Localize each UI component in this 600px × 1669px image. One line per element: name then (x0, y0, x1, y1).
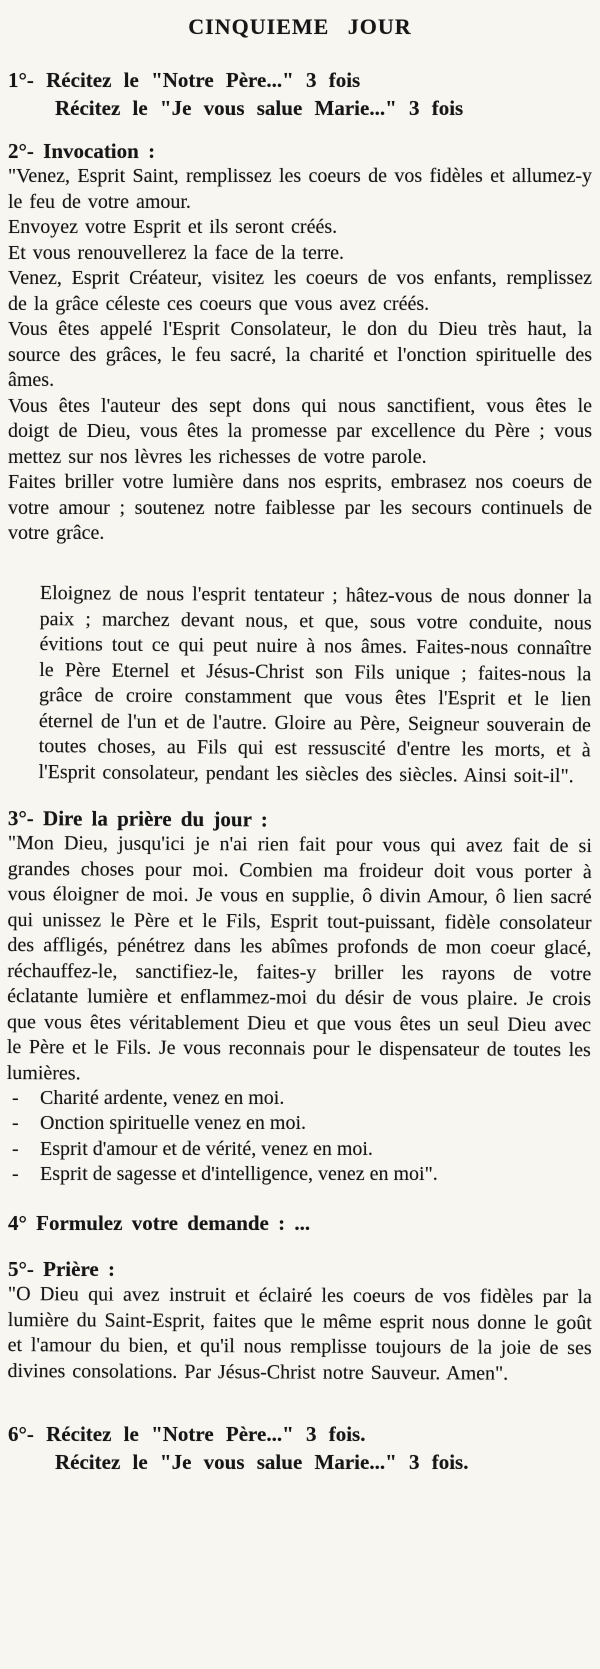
dash-marker: - (12, 1137, 19, 1160)
invocation-paragraph: Envoyez votre Esprit et ils seront créés. (8, 216, 338, 238)
invocation-quote-block: Eloignez de nous l'esprit tentateur ; hâtez-vous de nous donner la paix ; marchez devant nous, et que, sous votre conduite, nous évitions tout ce qui peut nuire à nos âmes. Faites-nous connaître le Père Eternel et Jésus-Christ son Fils unique ; faites-nous la grâce de croire constamment que vous êtes l'Esprit et le lien éternel de l'un et de l'autre. Gloire au Père, Seigneur souverain de toutes choses, au Fils qui est ressuscité d'entre les morts, et à l'Esprit consolateur, pendant les siècles des siècles. Ainsi soit-il". (38, 581, 592, 787)
step-1-recitation (8, 66, 592, 122)
invocation-paragraph: Et vous renouvellerez la face de la terre. (8, 241, 345, 264)
step-6-recitation (8, 1420, 592, 1476)
invocation-paragraph: Vous êtes l'auteur des sept dons qui nous sanctifient, vous êtes le doigt de Dieu, vous êtes la promesse par excellence du Père ; vous mettez sur nos lèvres les richesses de votre parole. (8, 394, 592, 468)
step-2-invocation (8, 138, 592, 785)
list-item-text: Charité ardente, venez en moi. (40, 1086, 285, 1109)
prayer-paragraph: "O Dieu qui avez instruit et éclairé les coeurs de vos fidèles par la lumière du Saint-Esprit, faites que le même esprit nous donne le goût et l'amour du bien, et qu'il nous remplisse toujours de la joie de ses divines consolations. Par Jésus-Christ notre Sauveur. Amen". (7, 1282, 592, 1384)
list-item-text: Esprit de sagesse et d'intelligence, venez en moi". (40, 1163, 438, 1185)
step-3-daily-prayer (8, 805, 592, 1188)
list-item (8, 1111, 592, 1137)
invocation-paragraph: "Venez, Esprit Saint, remplissez les coeurs de vos fidèles et allumez-y le feu de votre amour. (8, 165, 592, 213)
list-item (8, 1137, 592, 1163)
invocation-paragraph: Venez, Esprit Créateur, visitez les coeurs de vos enfants, remplissez de la grâce céleste ces coeurs que vous avez créés. (8, 267, 592, 315)
dash-marker: - (12, 1086, 19, 1109)
daily-prayer-paragraph: "Mon Dieu, jusqu'ici je n'ai rien fait pour vous qui avez fait de si grandes choses pour moi. Combien ma froideur doit vous porter à vous éloigner de moi. Je vous en supplie, ô divin Amour, ô lien sacré qui unissez le Père et le Fils, Esprit tout-puissant, fidèle consolateur des affligés, pénétrez dans les abîmes profonds de mon coeur glacé, réchauffez-le, sanctifiez-le, faites-y briller les rayons de votre éclatante lumière et enflammez-moi du désir de vous plaire. Je crois que vous êtes véritablement Dieu et que vous êtes un seul Dieu avec le Père et le Fils. Je vous reconnais pour le dispensateur de toutes les lumières. (6, 831, 592, 1084)
list-item-text: Esprit d'amour et de vérité, venez en moi. (40, 1137, 373, 1160)
dash-marker: - (12, 1112, 19, 1134)
list-item-text: Onction spirituelle venez en moi. (40, 1112, 307, 1134)
invocation-list (8, 1086, 592, 1188)
step-4-heading: 4° Formulez votre demande : ... (8, 1210, 311, 1235)
step-5-prayer (8, 1256, 592, 1384)
step-6-line-1: 6°- Récitez le "Notre Père..." 3 fois. (8, 1421, 366, 1446)
step-5-heading: 5°- Prière : (8, 1256, 115, 1281)
step-3-heading: 3°- Dire la prière du jour : (7, 805, 268, 831)
dash-marker: - (12, 1163, 19, 1185)
list-item (8, 1162, 592, 1188)
invocation-paragraph: Faites briller votre lumière dans nos esprits, embrasez nos coeurs de votre amour ; soutenez notre faiblesse par les secours continuels de votre grâce. (8, 471, 592, 544)
step-1-line-2: Récitez le "Je vous salue Marie..." 3 fois (55, 96, 464, 120)
step-1-line-1: 1°- Récitez le "Notre Père..." 3 fois (8, 68, 361, 92)
step-6-line-2: Récitez le "Je vous salue Marie..." 3 fois. (55, 1449, 469, 1474)
step-2-heading: 2°- Invocation : (8, 139, 156, 163)
invocation-paragraph: Vous êtes appelé l'Esprit Consolateur, le don du Dieu très haut, la source des grâces, le feu sacré, la charité et l'onction spirituelle des âmes. (8, 318, 592, 391)
page-title: CINQUIEME JOUR (188, 14, 412, 39)
list-item (8, 1086, 592, 1112)
